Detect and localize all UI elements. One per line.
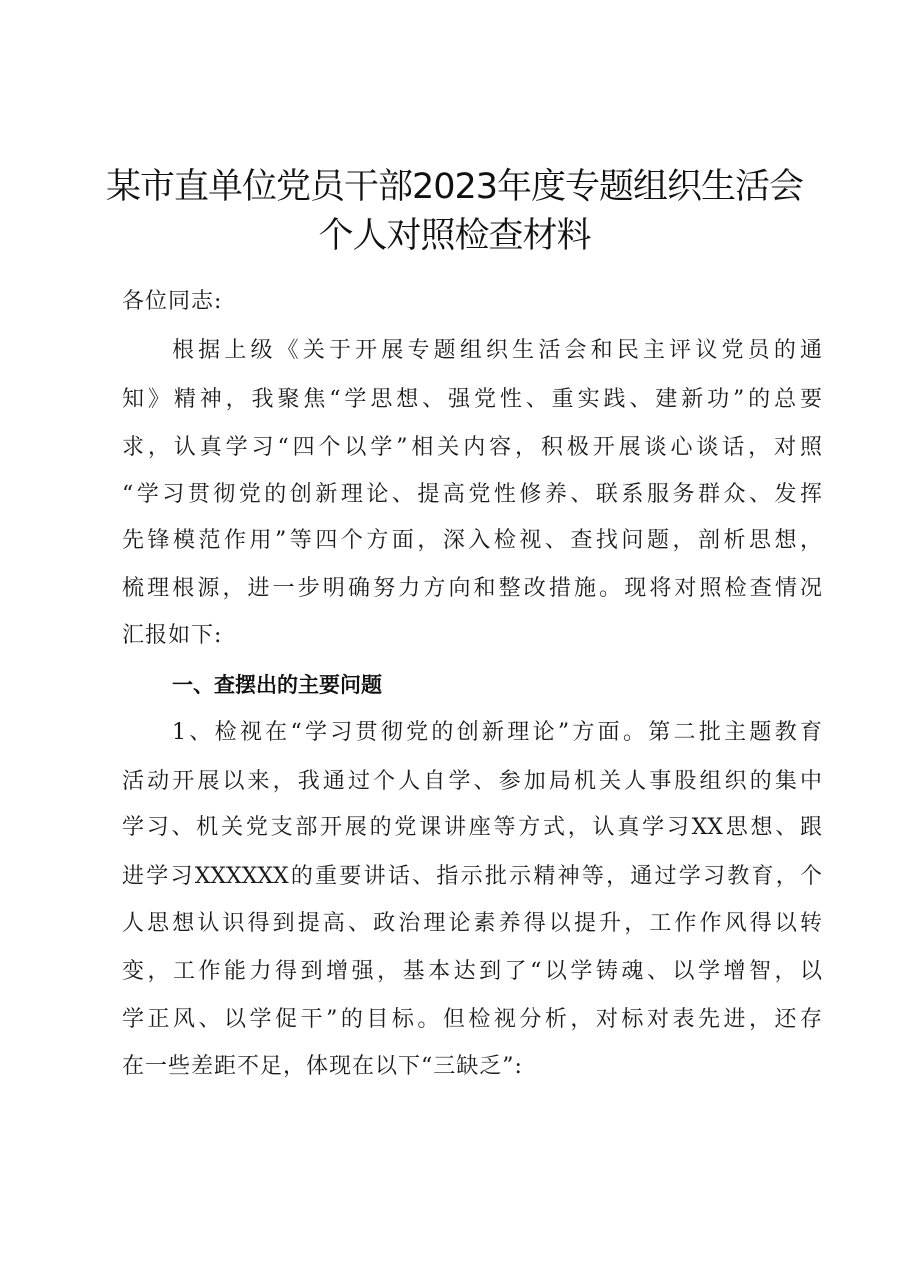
paragraph-line: 梳理根源，进一步明确努力方向和整改措施。现将对照检查情况 (122, 576, 822, 601)
paragraph-line: 人思想认识得到提高、政治理论素养得以提升，工作作风得以转 (122, 911, 822, 936)
document-title-line-2: 个人对照检查材料 (318, 216, 591, 256)
paragraph-line: 变，工作能力得到增强，基本达到了“以学铸魂、以学增智，以 (122, 959, 822, 984)
paragraph-line: 根据上级《关于开展专题组织生活会和民主评议党员的通 (172, 338, 822, 363)
paragraph-line: 汇报如下: (122, 623, 223, 648)
paragraph-line: 求，认真学习“四个以学”相关内容，积极开展谈心谈话，对照 (122, 435, 822, 460)
paragraph-line: 学正风、以学促干”的目标。但检视分析，对标对表先进，还存 (122, 1007, 822, 1032)
paragraph-line: 在一些差距不足，体现在以下“三缺乏”: (122, 1054, 523, 1079)
section-heading: 一、查摆出的主要问题 (172, 673, 382, 697)
salutation: 各位同志: (122, 289, 223, 314)
paragraph-line: 活动开展以来，我通过个人自学、参加局机关人事股组织的集中 (122, 769, 822, 794)
paragraph-line: 学习、机关党支部开展的党课讲座等方式，认真学习XX思想、跟 (122, 815, 822, 840)
paragraph-line: 1、检视在“学习贯彻党的创新理论”方面。第二批主题教育 (172, 720, 822, 745)
paragraph-line: 进学习XXXXXX的重要讲话、指示批示精神等，通过学习教育，个 (122, 864, 822, 889)
paragraph-line: 先锋模范作用”等四个方面，深入检视、查找问题，剖析思想， (122, 528, 822, 553)
document-title-line-1: 某市直单位党员干部2023年度专题组织生活会 (105, 167, 804, 207)
paragraph-line: 知》精神，我聚焦“学思想、强党性、重实践、建新功”的总要 (122, 387, 822, 412)
paragraph-line: “学习贯彻党的创新理论、提高党性修养、联系服务群众、发挥 (122, 482, 822, 507)
